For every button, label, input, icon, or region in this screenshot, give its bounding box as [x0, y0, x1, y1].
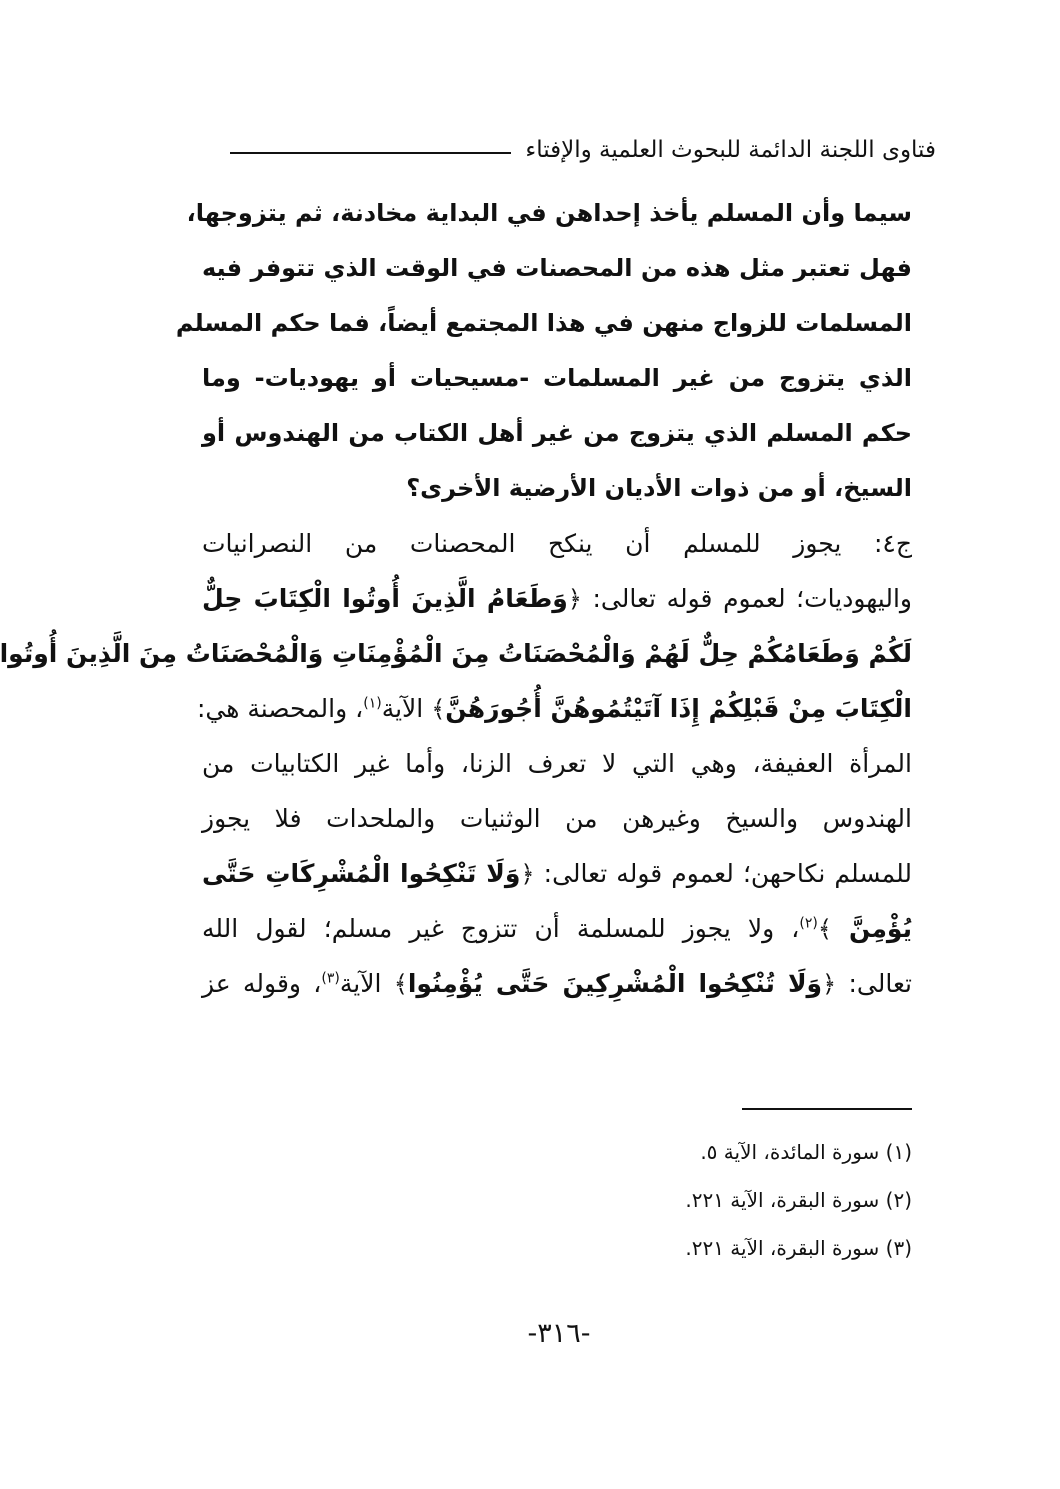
answer-line	[202, 846, 912, 901]
quran-verse: وَطَعَامُ الَّذِينَ أُوتُوا الْكِتَابَ حِلٌّ	[202, 584, 568, 613]
quran-verse: وَلَا تُنْكِحُوا الْمُشْرِكِينَ حَتَّى يُؤْمِنُوا	[407, 969, 823, 998]
quran-verse: يُؤْمِنَّ	[848, 914, 912, 943]
footnote: (٢) سورة البقرة، الآية ٢٢١.	[685, 1188, 912, 1212]
running-header-title: فتاوى اللجنة الدائمة للبحوث العلمية والإفتاء	[525, 137, 936, 163]
question-line: حكم المسلم الذي يتزوج من غير أهل الكتاب من الهندوس أو	[202, 419, 912, 447]
answer-text: تعالى:	[848, 969, 913, 998]
footnote-ref: (٢)	[799, 915, 818, 932]
answer-text: ، والمحصنة هي:	[196, 694, 364, 723]
footnote: (٣) سورة البقرة، الآية ٢٢١.	[685, 1236, 912, 1260]
answer-line: ج٤: يجوز للمسلم أن ينكح المحصنات من النصرانيات	[202, 529, 912, 558]
answer-text: ، ولا يجوز للمسلمة أن تتزوج غير مسلم؛ لقول الله	[202, 914, 800, 943]
footnote-rule	[742, 1108, 912, 1110]
answer-line	[202, 956, 912, 1011]
answer-text: ، وقوله عز	[202, 969, 322, 998]
quran-close-brace: ﴾	[393, 970, 408, 998]
header-rule	[230, 152, 511, 154]
answer-line: المرأة العفيفة، وهي التي لا تعرف الزنا، وأما غير الكتابيات من	[202, 749, 912, 778]
main-text	[0, 186, 913, 1011]
quran-close-brace: ﴾	[817, 915, 832, 943]
footnote: (١) سورة المائدة، الآية ٥.	[700, 1140, 912, 1164]
aya-word: الآية	[381, 694, 424, 723]
quran-verse: الْكِتَابَ مِنْ قَبْلِكُمْ إِذَا آتَيْتُمُوهُنَّ أُجُورَهُنَّ	[445, 694, 912, 723]
quran-verse: وَلَا تَنْكِحُوا الْمُشْرِكَاتِ حَتَّى	[202, 859, 521, 888]
answer-text: للمسلم نكاحهن؛ لعموم قوله تعالى:	[543, 859, 912, 888]
answer-line	[196, 681, 912, 736]
question-line: سيما وأن المسلم يأخذ إحداهن في البداية مخادنة، ثم يتزوجها،	[186, 199, 912, 227]
footnote-ref: (٣)	[321, 970, 340, 987]
page-number: -٣١٦-	[527, 1318, 591, 1349]
question-line: فهل تعتبر مثل هذه من المحصنات في الوقت الذي تتوفر فيه	[202, 254, 912, 282]
footnote-ref: (١)	[363, 695, 382, 712]
quran-open-brace: ﴿	[822, 970, 837, 998]
quran-close-brace: ﴾	[431, 695, 446, 723]
question-line: المسلمات للزواج منهن في هذا المجتمع أيضاً، فما حكم المسلم	[175, 309, 912, 337]
answer-line	[202, 571, 912, 626]
quran-open-brace: ﴿	[520, 860, 535, 888]
running-header	[230, 128, 936, 172]
question-line: السيخ، أو من ذوات الأديان الأرضية الأخرى؟	[406, 474, 912, 502]
answer-text: واليهوديات؛ لعموم قوله تعالى:	[592, 584, 912, 613]
question-line: الذي يتزوج من غير المسلمات -مسيحيات أو يهوديات- وما	[202, 364, 912, 392]
aya-word: الآية	[339, 969, 382, 998]
answer-line	[202, 901, 912, 956]
quran-open-brace: ﴿	[567, 585, 582, 613]
answer-line	[0, 626, 912, 681]
quran-verse: لَكُمْ وَطَعَامُكُمْ حِلٌّ لَهُمْ وَالْمُحْصَنَاتُ مِنَ الْمُؤْمِنَاتِ وَالْمُحْصَنَاتُ مِنَ الَّذِينَ أُوتُوا	[0, 639, 912, 668]
footnotes	[312, 1128, 912, 1272]
answer-line: الهندوس والسيخ وغيرهن من الوثنيات والملحدات فلا يجوز	[202, 804, 912, 833]
